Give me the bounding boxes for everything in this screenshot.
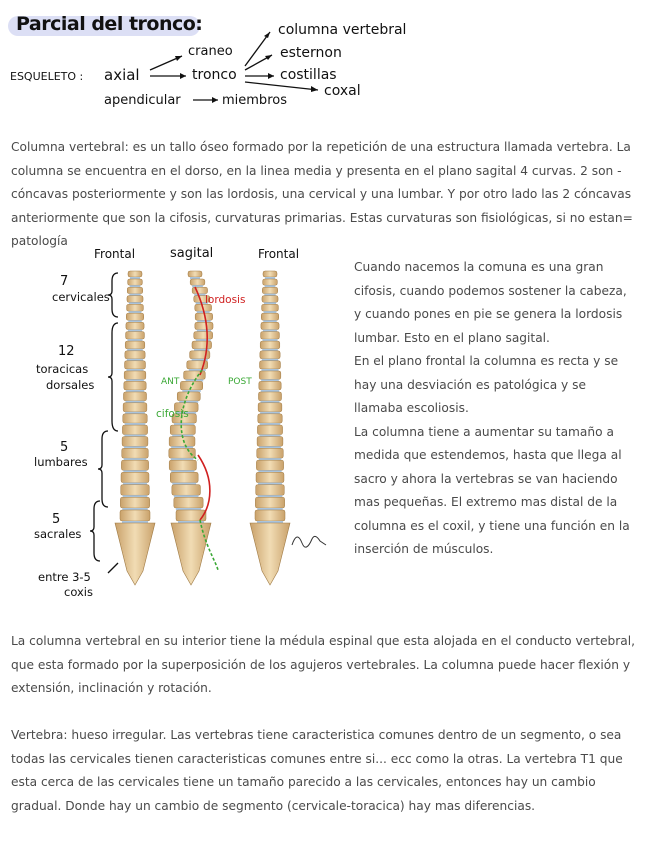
vertebra (169, 460, 196, 470)
vertebra (192, 341, 212, 349)
vertebra (256, 472, 284, 482)
lordosis-label: lordosis (205, 294, 246, 306)
disc (259, 458, 282, 460)
vertebra (256, 460, 283, 470)
disc (260, 423, 280, 425)
disc (261, 390, 279, 392)
page-title: Parcial del tronco: (16, 13, 203, 35)
vertebra (125, 361, 146, 369)
disc (176, 508, 201, 510)
post-label: POST (228, 377, 252, 387)
costillas-label: costillas (280, 67, 337, 83)
disc (130, 277, 140, 279)
columna-vertebral-label: columna vertebral (278, 22, 407, 38)
disc (194, 294, 205, 296)
region-braces (90, 273, 118, 573)
label-frontal-2: Frontal (258, 247, 300, 261)
vertebra (259, 371, 281, 379)
esqueleto-label: ESQUELETO : (10, 70, 84, 83)
artist-signature (292, 536, 326, 547)
disc (258, 483, 282, 485)
disc (182, 390, 200, 392)
side-paragraph-1: Cuando nacemos la comuna es una gran cifosis, cuando podemos sostener la cabeza, y cuando pones en pie se genera la lordosis lumbar. Esto en el plano sagital. (354, 260, 627, 345)
spine-frontal-1 (115, 271, 155, 585)
disc (196, 339, 211, 341)
dorsales-label: dorsales (46, 378, 95, 392)
cervicales-label: cervicales (52, 290, 110, 304)
disc (174, 495, 199, 497)
disc (179, 401, 198, 403)
disc (265, 285, 276, 287)
spine-frontal-2 (250, 271, 290, 585)
vertebra (125, 351, 145, 359)
disc (127, 359, 143, 361)
craneo-label: craneo (188, 44, 233, 59)
vertebra (128, 279, 143, 285)
disc (124, 458, 147, 460)
vertebra (123, 392, 146, 401)
disc (265, 277, 275, 279)
disc (260, 412, 280, 414)
vertebra (262, 287, 277, 293)
disc (130, 285, 141, 287)
disc (261, 379, 279, 381)
vertebra (122, 448, 149, 458)
vertebra (128, 271, 142, 277)
disc (262, 369, 279, 371)
disc (262, 359, 278, 361)
disc (190, 277, 200, 279)
apendicular-label: apendicular (104, 93, 181, 108)
vertebra (127, 304, 144, 311)
miembros-label: miembros (222, 93, 287, 108)
disc (263, 330, 277, 332)
vertebra (190, 279, 205, 285)
vertebra (120, 497, 149, 508)
toracicas-label: toracicas (36, 362, 89, 376)
vertebra (121, 472, 149, 482)
vertebra (258, 414, 282, 423)
disc (258, 470, 281, 472)
disc (123, 483, 147, 485)
sacrales-label: sacrales (34, 527, 82, 541)
axial-label: axial (104, 66, 140, 84)
sacrum (171, 523, 211, 585)
disc (192, 285, 203, 287)
vertebra (120, 510, 150, 521)
disc (126, 379, 144, 381)
disc (171, 458, 194, 460)
disc (128, 320, 141, 322)
vertebra (188, 271, 202, 277)
vertebra (261, 332, 280, 340)
cervicales-count: 7 (60, 274, 69, 289)
vertebra (126, 313, 143, 320)
vertebra (260, 341, 280, 349)
disc (260, 401, 279, 403)
disc (123, 495, 148, 497)
disc (259, 446, 281, 448)
disc (171, 470, 194, 472)
vertebra (258, 403, 282, 412)
vertebra (262, 296, 278, 303)
side-paragraph-2: En el plano frontal la columna es recta y se hay una desviación es patológica y se llamaba escoliosis. (354, 354, 619, 415)
vertebra (261, 322, 279, 329)
vertebra (257, 437, 283, 447)
esternon-label: esternon (280, 45, 342, 61)
vertebra (262, 304, 279, 311)
disc (127, 369, 144, 371)
vertebra (180, 381, 202, 390)
disc (126, 390, 144, 392)
coxis-range-label: entre 3-5 (38, 570, 91, 584)
vertebra (122, 425, 147, 434)
vertebra (184, 371, 206, 379)
vertebra (122, 437, 148, 447)
vertebra (126, 322, 144, 329)
disc (123, 470, 146, 472)
disc (259, 435, 280, 437)
vertebra (126, 332, 145, 340)
vertebra (127, 296, 143, 303)
disc (171, 446, 193, 448)
disc (197, 330, 211, 332)
vertebra (255, 497, 284, 508)
disc (174, 423, 194, 425)
vertebra (125, 341, 145, 349)
spine-sagittal (169, 271, 213, 585)
vertebra (257, 425, 282, 434)
disc (127, 349, 143, 351)
vertebra (263, 271, 277, 277)
disc (257, 508, 282, 510)
vertebra (121, 485, 150, 496)
vertebra (256, 485, 285, 496)
disc (125, 401, 144, 403)
disc (264, 294, 275, 296)
disc (258, 495, 283, 497)
lumbares-label: lumbares (34, 455, 88, 469)
vertebra (261, 313, 278, 320)
label-frontal-1: Frontal (94, 247, 136, 261)
disc (122, 508, 147, 510)
vertebra (170, 425, 195, 434)
disc (264, 302, 276, 304)
disc (264, 311, 277, 313)
vertebra (255, 510, 285, 521)
disc (263, 339, 278, 341)
disc (124, 446, 146, 448)
vertebra (123, 403, 147, 412)
vertebra (194, 332, 213, 340)
side-text-block (354, 256, 630, 562)
label-sagital: sagital (170, 246, 214, 261)
paragraph-columna-vertebral: Columna vertebral: es un tallo óseo formado por la repetición de una estructura llamada vertebra. La columna se encuentra en el dorso, en la linea media y presenta en el plano sagital 4 curvas. 2 son - cóncavas posteriormente y son las lordosis, una cervical y una lumbar. Y por otro lado las 2 cóncavas anteriormente que son la cifosis, curvaturas primarias. Estas curvaturas son fisiológicas, si no estan= patología (11, 140, 633, 248)
vertebra (260, 361, 281, 369)
disc (128, 339, 143, 341)
vertebra (263, 279, 278, 285)
vertebra (258, 392, 281, 401)
disc (125, 423, 145, 425)
spine-figure (30, 245, 340, 605)
disc (128, 330, 142, 332)
paragraph-medula: La columna vertebral en su interior tiene la médula espinal que esta alojada en el conducto vertebral, que esta formado por la superposición de los agujeros vertebrales. La columna puede hacer flexión y extensión, inclinación y rotación. (11, 634, 635, 695)
coxal-label: coxal (324, 83, 361, 99)
vertebra (124, 371, 146, 379)
side-paragraph-3: La columna tiene a aumentar su tamaño a medida que estendemos, hasta que llega al sacro y ahora la vertebras se van haciendo mas pequeñas. El extremo mas distal de la columna es el coxil, y tiene una función en la inserción de músculos. (354, 424, 630, 556)
coxis-label: coxis (64, 585, 93, 599)
disc (129, 294, 140, 296)
vertebra (257, 448, 284, 458)
cifosis-label: cifosis (156, 408, 189, 420)
disc (172, 483, 196, 485)
disc (124, 435, 145, 437)
sacrum (115, 523, 155, 585)
vertebra (260, 351, 280, 359)
vertebra (174, 497, 203, 508)
vertebra (170, 472, 198, 482)
disc (197, 320, 210, 322)
vertebra (123, 414, 147, 423)
paragraph-vertebra: Vertebra: hueso irregular. Las vertebras tiene caracteristica comunes dentro de un segmento, o sea todas las cervicales tienen caracteristicas comunes entre si... ecc como la otras. La vertebra T1 que esta cerca de las cervicales tiene un tamaño parecido a las cervicales, entonces hay un cambio gradual. Donde hay un cambio de segmento (cervicale-toracica) hay mas diferencias. (11, 728, 623, 813)
disc (125, 412, 145, 414)
vertebra (127, 287, 142, 293)
disc (262, 349, 278, 351)
vertebra (121, 460, 148, 470)
toracicas-count: 12 (58, 344, 75, 359)
sacrum (250, 523, 290, 585)
vertebra (172, 485, 201, 496)
lumbares-count: 5 (60, 440, 69, 455)
tronco-label: tronco (192, 67, 237, 83)
sacrales-count: 5 (52, 512, 61, 527)
vertebra (259, 381, 281, 390)
ant-label: ANT (161, 377, 180, 387)
disc (263, 320, 276, 322)
vertebra (195, 322, 213, 329)
disc (189, 369, 206, 371)
disc (129, 302, 141, 304)
vertebra (124, 381, 146, 390)
disc (129, 311, 142, 313)
